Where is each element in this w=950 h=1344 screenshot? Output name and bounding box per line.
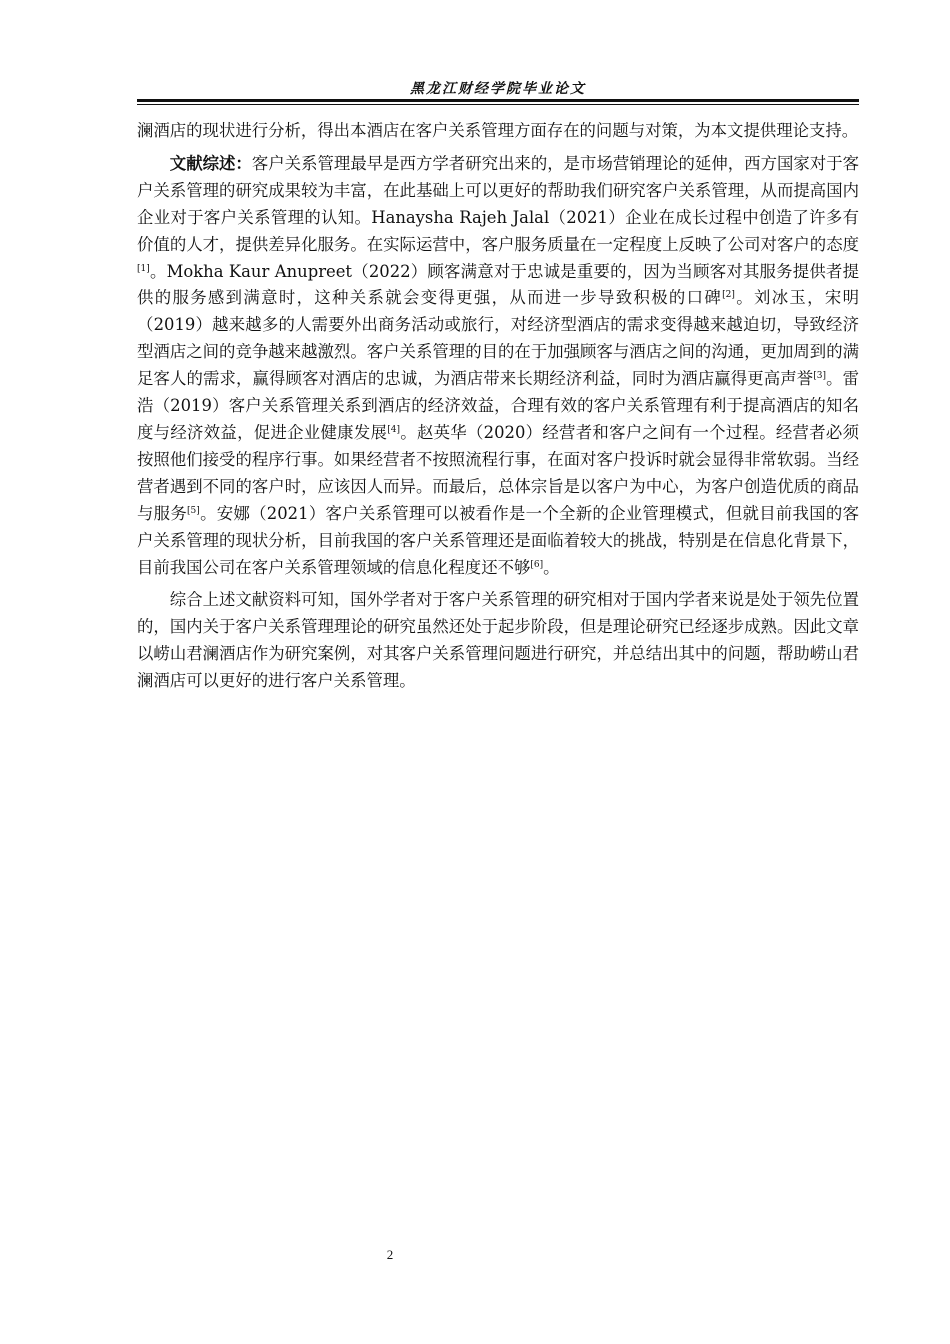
page-header-title: 黑龙江财经学院毕业论文 [410, 81, 586, 97]
paragraph-continuation: 澜酒店的现状进行分析，得出本酒店在客户关系管理方面存在的问题与对策，为本文提供理论支持。 [137, 121, 859, 140]
paragraph-text: 。Mokha Kaur Anupreet（2022）顾客满意对于忠诚是重要的，因为当顾客对其服务提供者提供的服务感到满意时，这种关系就会变得更强，从而进一步导致积极的口碑 [137, 261, 859, 308]
body-text [137, 118, 859, 701]
header-rule-thin [137, 104, 859, 105]
paragraph-text: 。安娜（2021）客户关系管理可以被看作是一个全新的企业管理模式，但就目前我国的客户关系管理的现状分析，目前我国的客户关系管理还是面临着较大的挑战，特别是在信息化背景下，目前我国公司在客户关系管理领域的信息化程度还不够 [137, 503, 859, 577]
header-rule-thick [137, 99, 859, 102]
paragraph-text: 。刘冰玉，宋明（2019）越来越多的人需要外出商务活动或旅行，对经济型酒店的需求变得越来越迫切，导致经济型酒店之间的竞争越来越激烈。客户关系管理的目的在于加强顾客与酒店之间的沟通，更加周到的满足客人的需求，赢得顾客对酒店的忠诚，为酒店带来长期经济利益，同时为酒店赢得更高声誉 [137, 288, 860, 389]
citation-ref[interactable]: [6] [530, 559, 544, 570]
citation-ref[interactable]: [5] [187, 505, 200, 516]
citation-ref[interactable]: [4] [387, 424, 400, 435]
paragraph-text: 客户关系管理最早是西方学者研究出来的，是市场营销理论的延伸，西方国家对于客户关系管理的研究成果较为丰富，在此基础上可以更好的帮助我们研究客户关系管理，从而提高国内企业对于客户关系管理的认知。Hanaysha Rajeh Jalal（2021）企业在成长过程中创造了许多有价值的人才，提供差异化服务。在实际运营中，客户服务质量在一定程度上反映了公司对客户的态度 [137, 153, 860, 254]
paragraph-summary: 综合上述文献资料可知，国外学者对于客户关系管理的研究相对于国内学者来说是处于领先位置的，国内关于客户关系管理理论的研究虽然还处于起步阶段，但是理论研究已经逐步成熟。因此文章以崂山君澜酒店作为研究案例，对其客户关系管理问题进行研究，并总结出其中的问题，帮助崂山君澜酒店可以更好的进行客户关系管理。 [137, 590, 859, 691]
page-number: 2 [386, 1247, 394, 1262]
section-label: 文献综述： [169, 153, 252, 173]
citation-ref[interactable]: [3] [813, 371, 827, 382]
paragraph-text: 。赵英华（2020）经营者和客户之间有一个过程。经营者必须按照他们接受的程序行事。如果经营者不按照流程行事，在面对客户投诉时就会显得非常软弱。当经营者遇到不同的客户时，应该因人而异。而最后，总体宗旨是以客户为中心，为客户创造优质的商品与服务 [137, 422, 859, 523]
paragraph-text: 。 [543, 557, 560, 577]
citation-ref[interactable]: [1] [137, 263, 150, 274]
paragraph-text: 。雷浩（2019）客户关系管理关系到酒店的经济效益，合理有效的客户关系管理有利于提高酒店的知名度与经济效益，促进企业健康发展 [137, 369, 860, 442]
paragraph-literature-review [137, 151, 859, 582]
citation-ref[interactable]: [2] [722, 290, 735, 301]
